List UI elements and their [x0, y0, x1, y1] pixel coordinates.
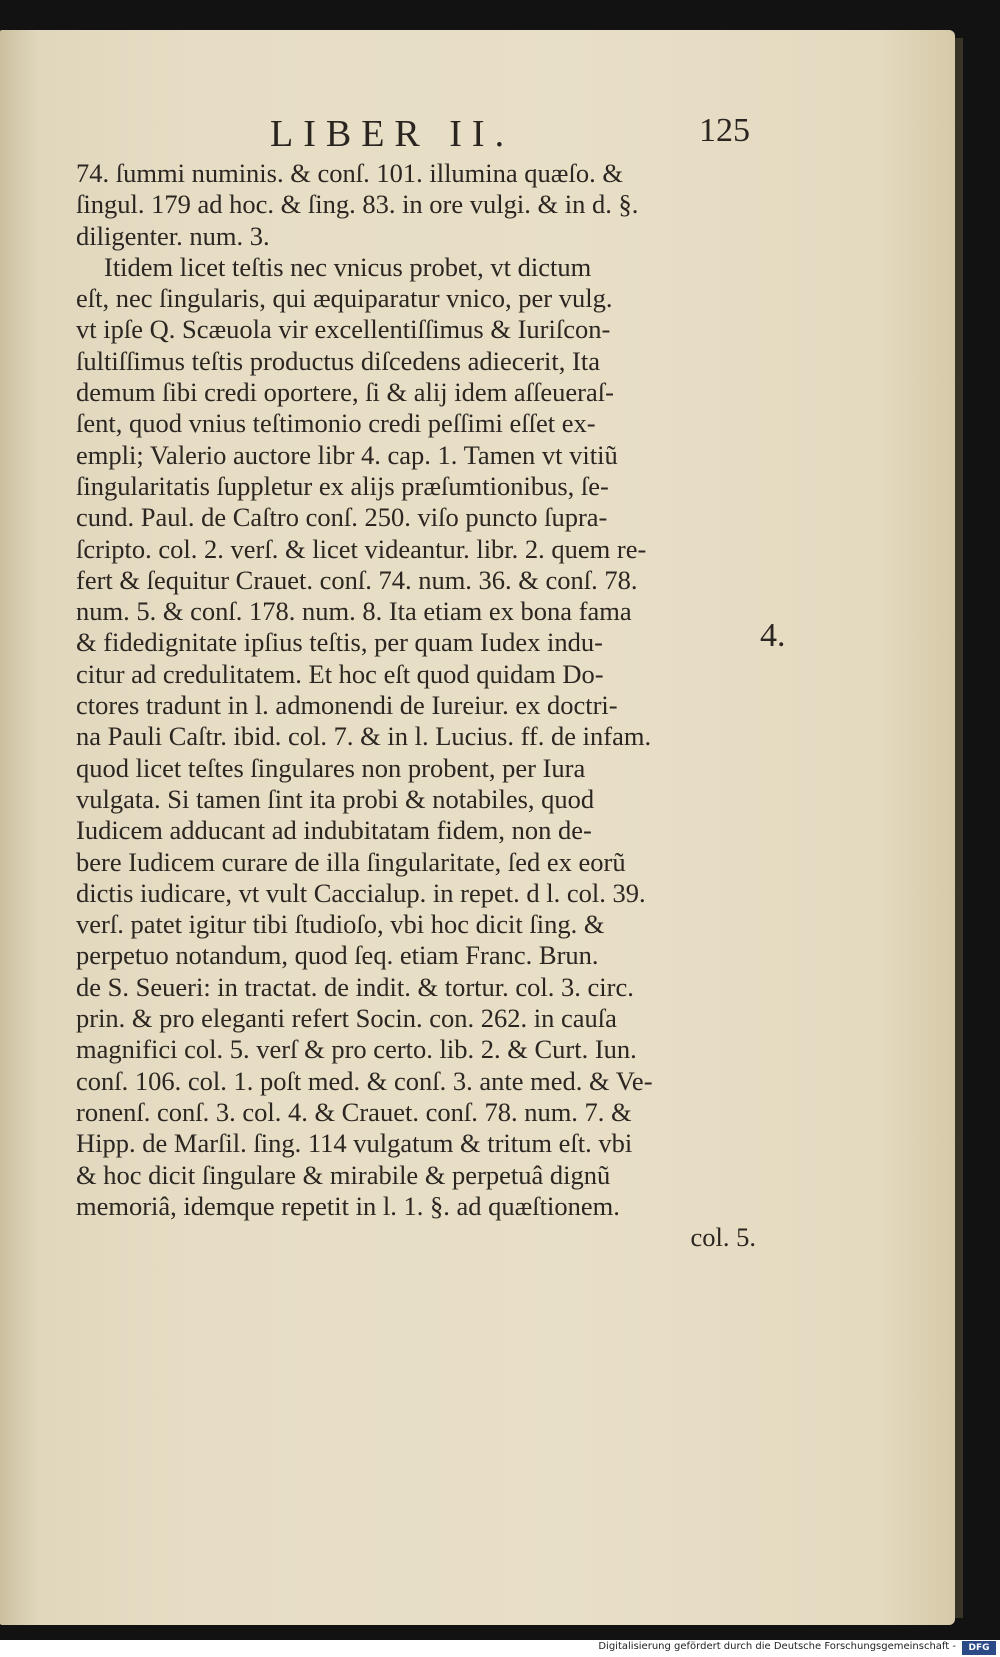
text-line: verſ. patet igitur tibi ſtudioſo, vbi hoc dicit ſing. & — [76, 909, 605, 940]
margin-note: 4. — [760, 617, 786, 654]
text-line: Iudicem adducant ad indubitatam fidem, non de- — [76, 815, 592, 846]
page-header — [270, 112, 750, 156]
text-line: eſt, nec ſingularis, qui æquiparatur vnico, per vulg. — [76, 283, 613, 314]
text-line: Hipp. de Marſil. ſing. 114 vulgatum & tritum eſt. vbi — [76, 1128, 633, 1159]
text-line: ſent, quod vnius teſtimonio credi peſſimi eſſet ex- — [76, 408, 596, 439]
text-line: quod licet teſtes ſingulares non probent, per Iura — [76, 752, 586, 783]
text-line: memoriâ, idemque repetit in l. 1. §. ad quæſtionem. — [76, 1190, 620, 1221]
text-line: citur ad credulitatem. Et hoc eſt quod quidam Do- — [76, 658, 604, 689]
text-line: demum ſibi credi oportere, ſi & alij idem aſſeueraſ- — [76, 377, 614, 408]
text-line: ronenſ. conſ. 3. col. 4. & Crauet. conſ. 78. num. 7. & — [76, 1096, 632, 1127]
footer-credit: Digitalisierung gefördert durch die Deutsche Forschungsgemeinschaft - — [598, 1641, 956, 1652]
text-line: ſingul. 179 ad hoc. & ſing. 83. in ore vulgi. & in d. §. — [76, 189, 639, 220]
dfg-logo-icon: DFG — [962, 1641, 996, 1655]
page-edge — [955, 38, 963, 1618]
text-line: ſingularitatis ſuppletur ex alijs præſumtionibus, ſe- — [76, 470, 609, 501]
text-line: num. 5. & conſ. 178. num. 8. Ita etiam ex bona fama — [76, 596, 632, 627]
text-line: & fidedignitate ipſius teſtis, per quam Iudex indu- — [76, 627, 603, 658]
running-head: LIBER II. — [270, 113, 515, 155]
text-line: & hoc dicit ſingulare & mirabile & perpetuâ dignũ — [76, 1159, 611, 1190]
text-line: Itidem licet teſtis nec vnicus probet, vt dictum — [104, 251, 592, 282]
text-line: fert & ſequitur Crauet. conſ. 74. num. 36. & conſ. 78. — [76, 564, 638, 595]
text-line: prin. & pro eleganti refert Socin. con. 262. in cauſa — [76, 1003, 617, 1034]
text-line: diligenter. num. 3. — [76, 220, 270, 251]
text-line: na Pauli Caſtr. ibid. col. 7. & in l. Lucius. ff. de infam. — [76, 721, 652, 752]
text-line: conſ. 106. col. 1. poſt med. & conſ. 3. ante med. & Ve- — [76, 1065, 653, 1096]
text-line: bere Iudicem curare de illa ſingularitate, ſed ex eorũ — [76, 846, 626, 877]
text-line: perpetuo notandum, quod ſeq. etiam Franc. Brun. — [76, 940, 599, 971]
text-line: ſultiſſimus teſtis productus diſcedens adiecerit, Ita — [76, 345, 600, 376]
body-text — [76, 158, 756, 1253]
text-line: dictis iudicare, vt vult Caccialup. in repet. d l. col. 39. — [76, 877, 646, 908]
text-line: empli; Valerio auctore libr 4. cap. 1. Tamen vt vitiũ — [76, 439, 618, 470]
text-line: ſcripto. col. 2. verſ. & licet videantur. libr. 2. quem re- — [76, 533, 647, 564]
text-line: 74. ſummi numinis. & conſ. 101. illumina quæſo. & — [76, 158, 623, 188]
text-line: col. 5. — [690, 1222, 756, 1253]
text-line: cund. Paul. de Caſtro conſ. 250. viſo puncto ſupra- — [76, 502, 608, 533]
page-number: 125 — [699, 112, 750, 149]
text-line: vulgata. Si tamen ſint ita probi & notabiles, quod — [76, 783, 595, 814]
text-line: de S. Seueri: in tractat. de indit. & tortur. col. 3. circ. — [76, 971, 634, 1002]
text-line: magnifici col. 5. verſ & pro certo. lib. 2. & Curt. Iun. — [76, 1034, 637, 1065]
text-line: ctores tradunt in l. admonendi de Iureiur. ex doctri- — [76, 690, 618, 721]
text-line: vt ipſe Q. Scæuola vir excellentiſſimus & Iuriſcon- — [76, 314, 611, 345]
